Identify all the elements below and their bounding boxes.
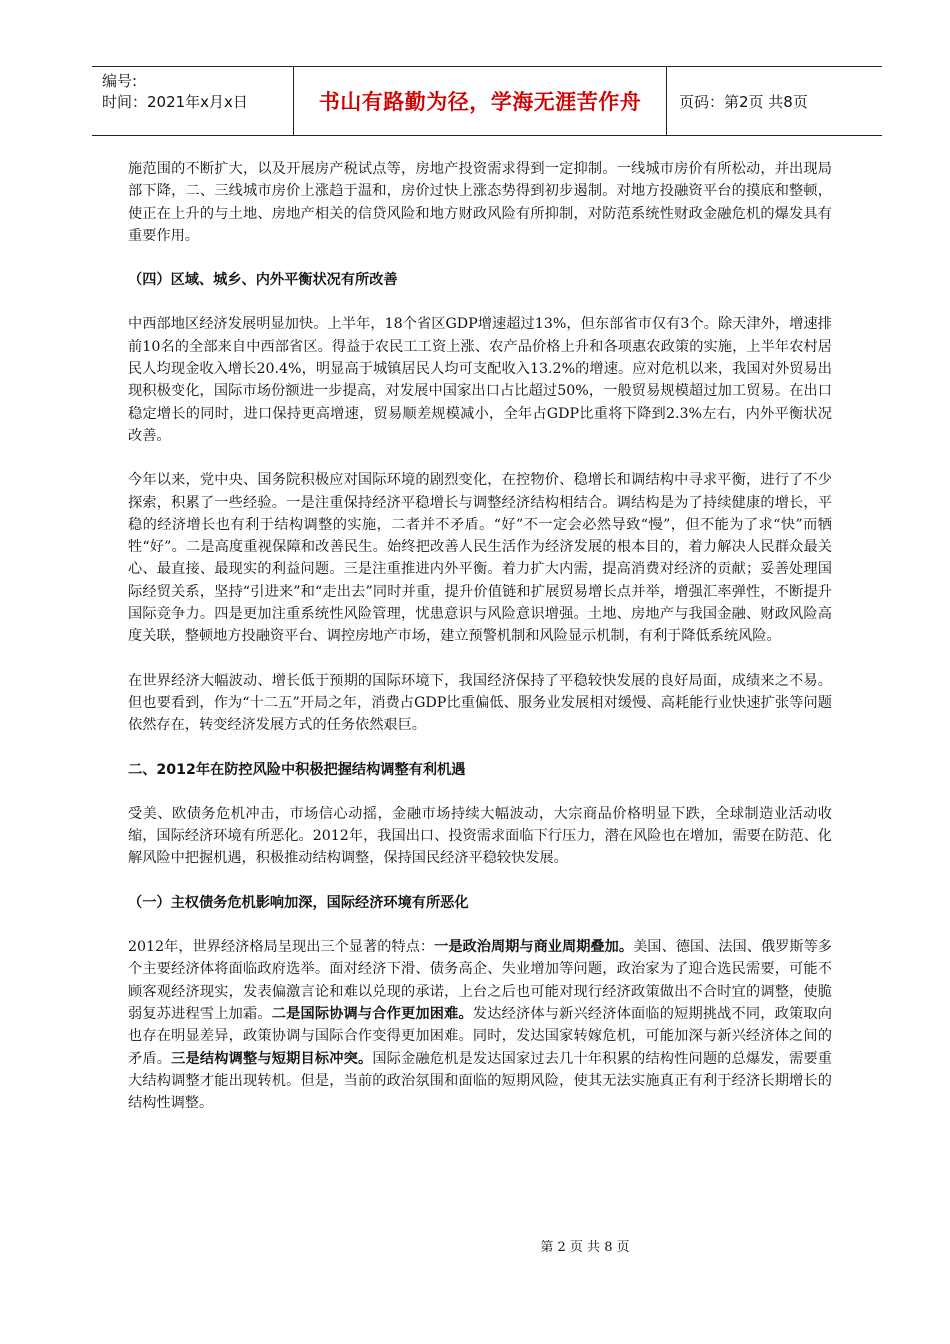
paragraph: 受美、欧债务危机冲击，市场信心动摇，金融市场持续大幅波动，大宗商品价格明显下跌，全球制造业活动收缩，国际经济环境有所恶化。2012年，我国出口、投资需求面临下行压力，潜在风险也在增加，需要在防范、化解风险中把握机遇，积极推动结构调整，保持国民经济平稳较快发展。 xyxy=(128,805,832,867)
part-heading: 二、2012年在防控风险中积极把握结构调整有利机遇 xyxy=(128,761,466,778)
text-run: 美国、德国、法国、俄罗斯等多个主要经济体将面临政府选举。面对经济下滑、债务高企、失业增加等问题，政治家为了迎合选民需要，可能不顾客观经济现实，发表偏激言论和难以兑现的承诺，上台之后也可能对现行经济政策做出不合时宜的调整，使脆弱复苏进程雪上加霜。 xyxy=(128,939,832,1022)
header-meta xyxy=(92,67,294,135)
page-header xyxy=(92,66,882,136)
paragraph: 中西部地区经济发展明显加快。上半年，18个省区GDP增速超过13%，但东部省市仅有3个。除天津外，增速排前10名的全部来自中西部省区。得益于农民工工资上涨、农产品价格上升和各项惠农政策的实施，上半年农村居民人均现金收入增长20.4%，明显高于城镇居民人均可支配收入13.2%的增速。应对危机以来，我国对外贸易出现积极变化，国际市场份额进一步提高，对发展中国家出口占比超过50%，一般贸易规模超过加工贸易。在出口稳定增长的同时，进口保持更高增速，贸易顺差规模减小，全年占GDP比重将下降到2.3%左右，内外平衡状况改善。 xyxy=(128,316,832,444)
page-footer xyxy=(0,1236,950,1255)
document-number: 编号: xyxy=(102,72,138,90)
footer-page-number: 第 2 页 共 8 页 xyxy=(540,1240,630,1255)
bold-point: 一是政治周期与商业周期叠加。 xyxy=(434,939,634,956)
header-page-number: 页码：第2页 共8页 xyxy=(679,92,808,111)
paragraph: 施范围的不断扩大，以及开展房产税试点等，房地产投资需求得到一定抑制。一线城市房价有所松动，并出现局部下降，二、三线城市房价上涨趋于温和，房价过快上涨态势得到初步遏制。对地方投融资平台的摸底和整顿，使正在上升的与土地、房地产相关的信贷风险和地方财政风险有所抑制，对防范系统性财政金融危机的爆发具有重要作用。 xyxy=(128,161,832,244)
paragraph: 今年以来，党中央、国务院积极应对国际环境的剧烈变化，在控物价、稳增长和调结构中寻求平衡，进行了不少探索，积累了一些经验。一是注重保持经济平稳增长与调整经济结构相结合。调结构是为了持续健康的增长，平稳的经济增长也有利于结构调整的实施，二者并不矛盾。“好”不一定会必然导致“慢”，但不能为了求“快”而牺牲“好”。二是高度重视保障和改善民生。始终把改善人民生活作为经济发展的根本目的，着力解决人民群众最关心、最直接、最现实的利益问题。三是注重推进内外平衡。着力扩大内需，提高消费对经济的贡献；妥善处理国际经贸关系，坚持“引进来”和“走出去”同时并重，提升价值链和扩展贸易增长点并举，增强汇率弹性，不断提升国际竞争力。四是更加注重系统性风险管理，忧患意识与风险意识增强。土地、房地产与我国金融、财政风险高度关联，整顿地方投融资平台、调控房地产市场，建立预警机制和风险显示机制，有利于降低系统风险。 xyxy=(128,472,832,645)
paragraph xyxy=(128,936,832,1114)
bold-point: 三是结构调整与短期目标冲突。 xyxy=(171,1050,373,1067)
section-heading: （四）区域、城乡、内外平衡状况有所改善 xyxy=(128,272,398,289)
subsection-heading: （一）主权债务危机影响加深，国际经济环境有所恶化 xyxy=(128,894,469,911)
header-motto: 书山有路勤为径，学海无涯苦作舟 xyxy=(294,67,667,135)
paragraph: 在世界经济大幅波动、增长低于预期的国际环境下，我国经济保持了平稳较快发展的良好局面，成绩来之不易。但也要看到，作为“十二五”开局之年，消费占GDP比重偏低、服务业发展相对缓慢、高耗能行业快速扩张等问题依然存在，转变经济发展方式的任务依然艰巨。 xyxy=(128,672,832,734)
text-run: 发达经济体与新兴经济体面临的短期挑战不同，政策取向也存在明显差异，政策协调与国际合作变得更加困难。同时，发达国家转嫁危机，可能加深与新兴经济体之间的矛盾。 xyxy=(128,1005,832,1067)
bold-point: 二是国际协调与合作更加困难。 xyxy=(271,1005,473,1022)
document-time: 时间：2021年x月x日 xyxy=(102,93,248,111)
document-body xyxy=(128,158,832,1136)
text-run: 2012年，世界经济格局呈现出三个显著的特点： xyxy=(128,939,435,956)
text-run: 国际金融危机是发达国家过去几十年积累的结构性问题的总爆发，需要重大结构调整才能出现转机。但是，当前的政治氛围和面临的短期风险，使其无法实施真正有利于经济长期增长的结构性调整。 xyxy=(128,1050,832,1112)
